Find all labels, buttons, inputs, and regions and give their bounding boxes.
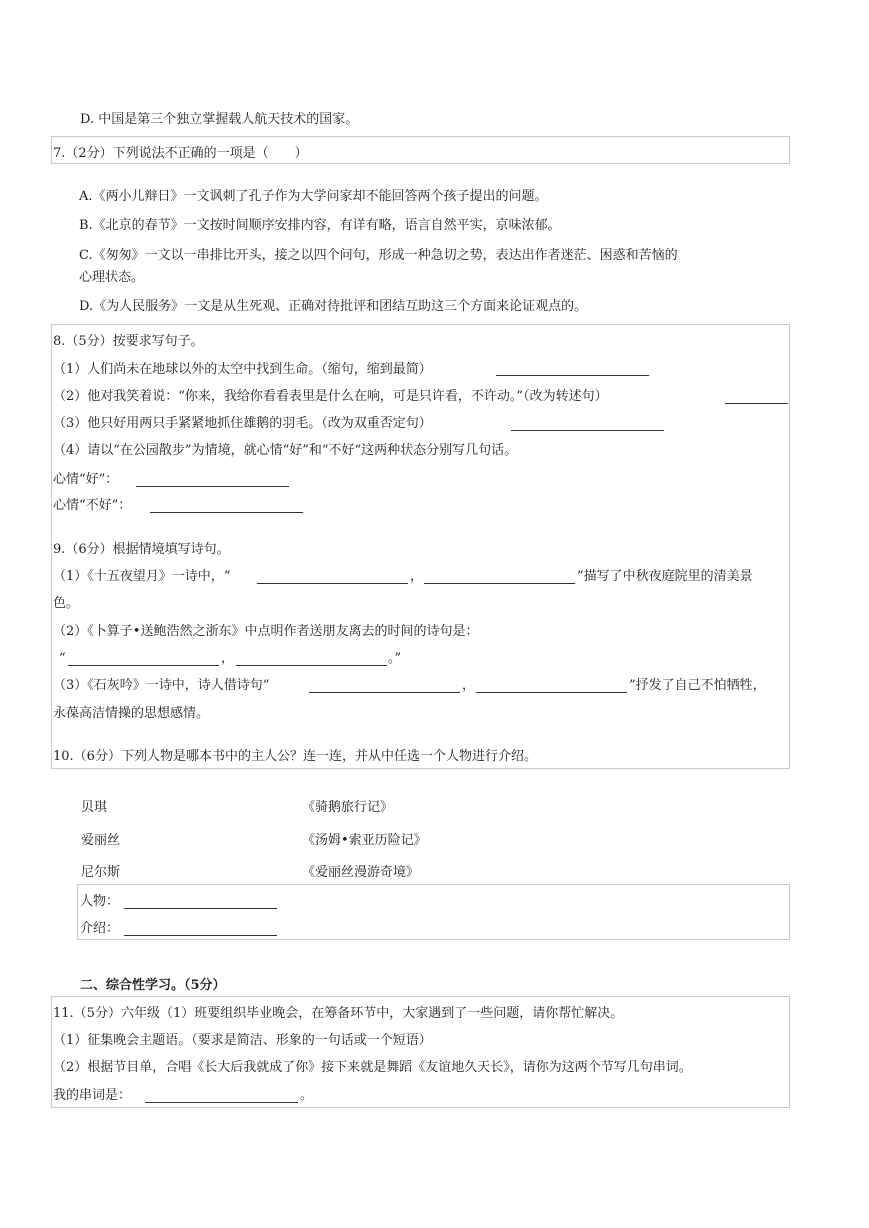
q9-part2-open-quote: “ xyxy=(59,651,66,666)
q8-bad-label: 心情“不好”： xyxy=(53,498,132,513)
q9-part3-lead: （3）《石灰吟》一诗中，诗人借诗句“ xyxy=(53,678,270,693)
q11-part1: （1）征集晚会主题语。（要求是简洁、形象的一句话或一个短语） xyxy=(53,1033,432,1048)
q9-part2-blank1[interactable] xyxy=(68,652,219,666)
q9-part2-end: 。” xyxy=(388,651,402,666)
q9-part2-lead: （2）《卜算子•送鲍浩然之浙东》中点明作者送朋友离去的时间的诗句是： xyxy=(53,624,479,639)
q8-part1-text: （1）人们尚未在地球以外的太空中找到生命。（缩句，缩到最简） xyxy=(53,362,432,377)
q8-part2-answer-blank[interactable] xyxy=(725,390,788,404)
q8-part1 xyxy=(53,361,432,379)
q9-part2-comma: ， xyxy=(221,651,235,666)
q7-option-c-line2: 心理状态。 xyxy=(79,270,145,285)
q9-part3-blank2[interactable] xyxy=(476,679,627,693)
q9-part1-comma: ， xyxy=(410,569,424,584)
q8-bad-answer-blank[interactable] xyxy=(150,499,303,513)
q8-part2: （2）他对我笑着说：“你来，我给你看看表里是什么在响，可是只许看，不许动。”（改为转述句） xyxy=(53,389,608,404)
q10-book-1[interactable]: 《骑鹅旅行记》 xyxy=(302,800,394,815)
q10-book-2[interactable]: 《汤姆•索亚历险记》 xyxy=(302,833,427,848)
q8-part3: （3）他只好用两只手紧紧地抓住雄鹅的羽毛。（改为双重否定句） xyxy=(53,416,432,431)
q11-answer-period: 。 xyxy=(300,1088,314,1103)
q10-person-blank[interactable] xyxy=(124,895,277,909)
q9-part3-blank1[interactable] xyxy=(309,679,460,693)
q9-part1-lead: （1）《十五夜望月》一诗中，“ xyxy=(53,569,231,584)
q10-book-3[interactable]: 《爱丽丝漫游奇境》 xyxy=(302,865,420,880)
q9-part1-tail: ”描写了中秋夜庭院里的清美景 xyxy=(577,569,753,584)
q11-answer-label: 我的串词是： xyxy=(53,1088,132,1103)
q10-person-2[interactable]: 爱丽丝 xyxy=(81,833,121,848)
q11-stem: 11.（5分）六年级（1）班要组织毕业晚会，在筹备环节中，大家遇到了一些问题，请你帮忙解决。 xyxy=(53,1006,624,1021)
q8-part3-answer-blank[interactable] xyxy=(511,417,664,431)
q7-option-c-line1: C.《匆匆》一文以一串排比开头，接之以四个问句，形成一种急切之势，表达出作者迷茫、困惑和苦恼的 xyxy=(79,248,678,263)
q10-stem: 10.（6分）下列人物是哪本书中的主人公？连一连，并从中任选一个人物进行介绍。 xyxy=(53,749,537,764)
q11-answer-blank[interactable] xyxy=(145,1089,298,1103)
q7-option-a: A.《两小儿辩日》一文讽刺了孔子作为大学问家却不能回答两个孩子提出的问题。 xyxy=(79,189,548,204)
q9-part1-tail2: 色。 xyxy=(53,596,80,611)
q9-part3-comma: ， xyxy=(462,678,476,693)
q10-person-1[interactable]: 贝琪 xyxy=(81,800,108,815)
q9-part1-blank1[interactable] xyxy=(257,570,408,584)
q11-part2: （2）根据节目单，合唱《长大后我就成了你》接下来就是舞蹈《友谊地久天长》，请你为这两个节写几句串词。 xyxy=(53,1060,692,1075)
q10-intro-label: 介绍： xyxy=(80,921,120,936)
section-2-heading: 二、综合性学习。（5分） xyxy=(80,978,226,993)
q9-part3-tail2: 永葆高洁情操的思想感情。 xyxy=(53,706,210,721)
q10-person-3[interactable]: 尼尔斯 xyxy=(81,865,121,880)
q8-part1-answer-blank[interactable] xyxy=(496,362,649,376)
q8-good-answer-blank[interactable] xyxy=(136,473,289,487)
q8-stem: 8.（5分）按要求写句子。 xyxy=(53,334,204,349)
q9-part1-blank2[interactable] xyxy=(424,570,575,584)
q10-intro-blank[interactable] xyxy=(124,922,277,936)
q7-option-d: D.《为人民服务》一文是从生死观、正确对待批评和团结互助这三个方面来论证观点的。 xyxy=(79,299,588,314)
q7-option-b: B.《北京的春节》一文按时间顺序安排内容，有详有略，语言自然平实，京味浓郁。 xyxy=(79,218,561,233)
q8-part4: （4）请以“在公园散步”为情境，就心情“好”和“不好“这两种状态分别写几句话。 xyxy=(53,443,518,458)
q9-part3-tail: ”抒发了自己不怕牺牲， xyxy=(629,678,766,693)
q10-person-label: 人物： xyxy=(80,894,120,909)
q9-stem: 9.（6分）根据情境填写诗句。 xyxy=(53,542,230,557)
q6-option-d: D. 中国是第三个独立掌握载人航天技术的国家。 xyxy=(80,112,359,127)
q9-part2-blank2[interactable] xyxy=(236,652,387,666)
q7-stem: 7.（2分）下列说法不正确的一项是（ ） xyxy=(53,146,308,161)
q8-good-label: 心情“好”： xyxy=(53,472,119,487)
